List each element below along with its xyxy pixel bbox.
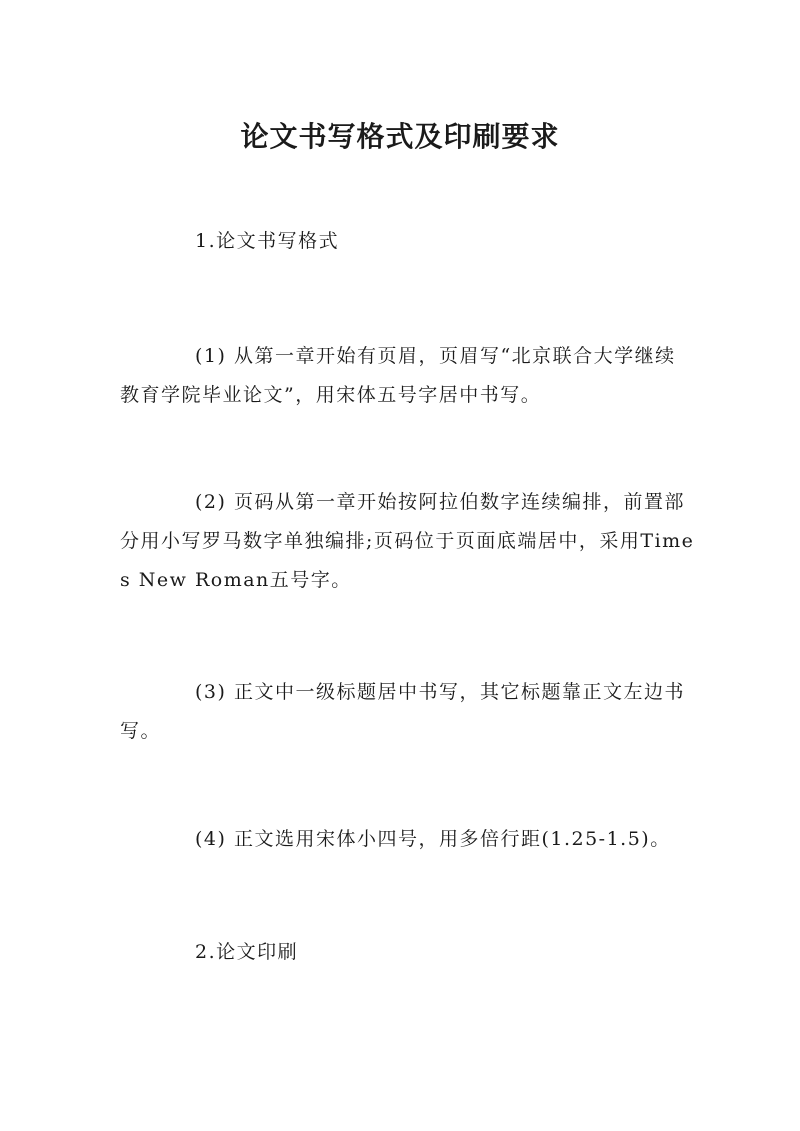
paragraph-heading-alignment-rule: (3) 正文中一级标题居中书写，其它标题靠正文左边书写。 <box>120 681 685 742</box>
paragraph-page-number-rule: (2) 页码从第一章开始按阿拉伯数字连续编排，前置部分用小写罗马数字单独编排;页码位于页面底端居中，采用Times New Roman五号字。 <box>120 491 695 591</box>
section-heading-printing: 2.论文印刷 <box>195 941 299 963</box>
document-title: 论文书写格式及印刷要求 <box>240 119 560 153</box>
paragraph-body-font-rule: (4) 正文选用宋体小四号，用多倍行距(1.25-1.5)。 <box>195 828 671 850</box>
section-heading-writing-format: 1.论文书写格式 <box>195 230 340 252</box>
paragraph-header-rule: (1) 从第一章开始有页眉，页眉写“北京联合大学继续教育学院毕业论文”，用宋体五号字居中书写。 <box>120 345 676 406</box>
